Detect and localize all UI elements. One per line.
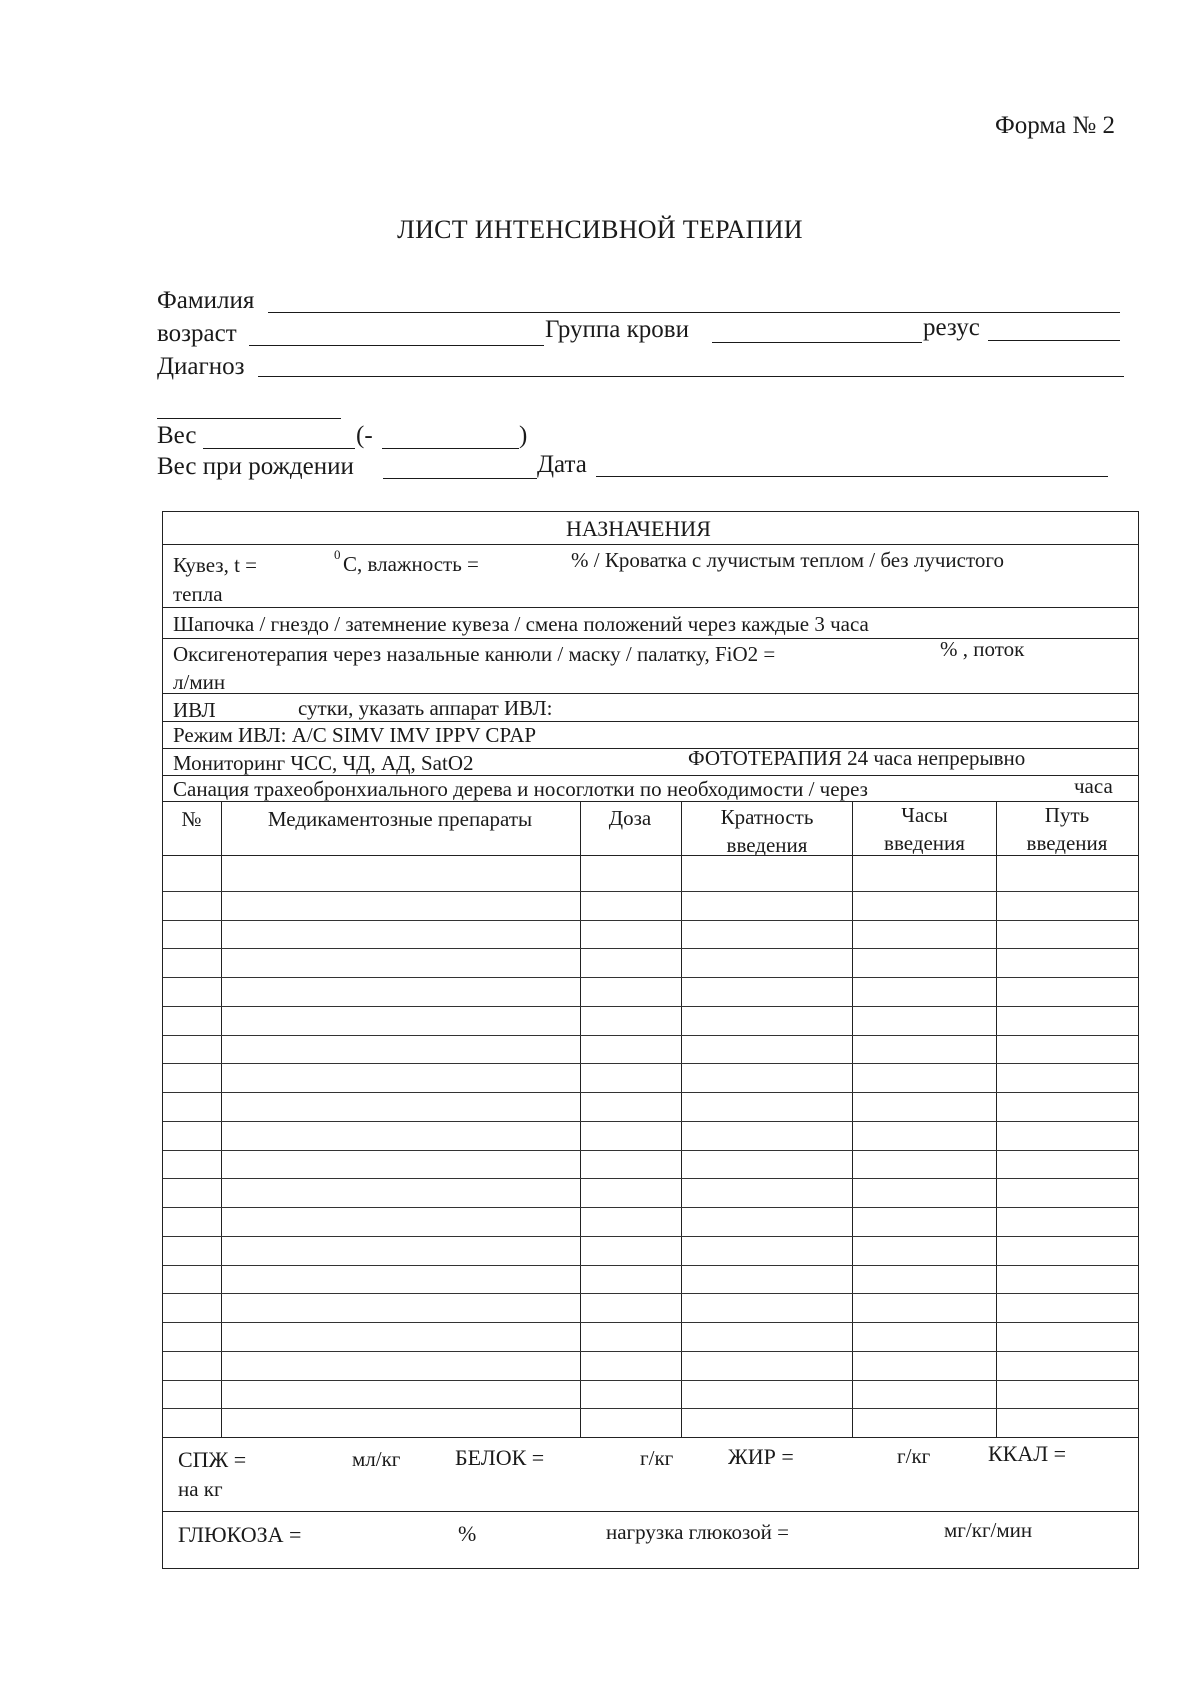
table-divider <box>163 775 1138 776</box>
sanation-line: Санация трахеобронхиального дерева и носоглотки по необходимости / через <box>173 777 868 801</box>
medication-row[interactable] <box>163 1063 1138 1093</box>
column-header-route-line1: Путь <box>1044 803 1090 827</box>
weight-paren-close: ) <box>519 422 528 449</box>
cap-nest-line: Шапочка / гнездо / затемнение кувеза / смена положений через каждые 3 часа <box>173 612 869 636</box>
spzh-unit: мл/кг <box>352 1447 401 1471</box>
medication-row[interactable] <box>163 948 1138 978</box>
form-number: Форма № 2 <box>995 112 1115 139</box>
degree-superscript: 0 <box>334 547 341 562</box>
rhesus-label: резус <box>923 314 980 341</box>
page-title: ЛИСТ ИНТЕНСИВНОЙ ТЕРАПИИ <box>397 215 803 244</box>
date-field[interactable] <box>596 476 1108 477</box>
column-header-route-line2: введения <box>1026 831 1108 855</box>
medication-row[interactable] <box>163 1408 1138 1438</box>
medication-row[interactable] <box>163 920 1138 950</box>
table-divider <box>163 721 1138 722</box>
table-divider <box>163 544 1138 545</box>
column-header-hours-line1: Часы <box>901 803 948 827</box>
medication-row[interactable] <box>163 891 1138 921</box>
glucose-load-label: нагрузка глюкозой = <box>606 1520 790 1544</box>
diagnosis-label: Диагноз <box>157 353 245 380</box>
oxygen-flow-unit: л/мин <box>173 670 226 694</box>
oxygen-flow-label: % , поток <box>940 637 1025 661</box>
medication-row[interactable] <box>163 1121 1138 1151</box>
prescriptions-heading: НАЗНАЧЕНИЯ <box>566 516 711 541</box>
table-divider <box>163 693 1138 694</box>
spzh-label: СПЖ = <box>178 1447 247 1472</box>
medication-row[interactable] <box>163 1092 1138 1122</box>
sanation-hours-label: часа <box>1074 774 1113 798</box>
medication-row[interactable] <box>163 1293 1138 1323</box>
glucose-percent: % <box>458 1521 477 1546</box>
medication-row[interactable] <box>163 1380 1138 1410</box>
weight-paren-open: (- <box>356 422 373 449</box>
medication-row[interactable] <box>163 862 1138 891</box>
medication-row[interactable] <box>163 1351 1138 1381</box>
medication-row[interactable] <box>163 1035 1138 1065</box>
fat-label: ЖИР = <box>728 1444 794 1469</box>
protein-label: БЕЛОК = <box>455 1445 545 1470</box>
monitoring-line: Мониторинг ЧСС, ЧД, АД, SatO2 <box>173 751 474 775</box>
oxygen-therapy-label: Оксигенотерапия через назальные канюли / маску / палатку, FiO2 = <box>173 642 776 666</box>
ventilation-mode-line: Режим ИВЛ: А/С SIMV IMV IPPV CPAP <box>173 723 537 747</box>
glucose-load-unit: мг/кг/мин <box>944 1518 1033 1542</box>
table-divider <box>163 607 1138 608</box>
rhesus-field[interactable] <box>988 340 1120 341</box>
medication-row[interactable] <box>163 1207 1138 1237</box>
column-header-dose: Доза <box>608 806 652 830</box>
age-label: возраст <box>157 320 237 347</box>
blood-group-label: Группа крови <box>545 316 689 343</box>
surname-field[interactable] <box>268 312 1120 313</box>
column-header-frequency-line1: Кратность <box>720 805 814 829</box>
ventilation-days-label: сутки, указать аппарат ИВЛ: <box>298 696 553 720</box>
humidity-label: С, влажность = <box>343 552 479 576</box>
radiant-warmer-continuation: тепла <box>173 582 223 606</box>
blood-group-field[interactable] <box>712 342 922 343</box>
birth-weight-field[interactable] <box>383 478 537 479</box>
ventilation-label: ИВЛ <box>173 698 216 722</box>
incubator-label: Кувез, t = <box>173 553 258 577</box>
date-label: Дата <box>537 451 587 478</box>
fat-unit: г/кг <box>897 1444 931 1468</box>
medication-row[interactable] <box>163 1178 1138 1208</box>
diagnosis-field[interactable] <box>258 376 1124 377</box>
medication-row[interactable] <box>163 1236 1138 1266</box>
per-kg-label: на кг <box>178 1477 223 1501</box>
column-header-drugs: Медикаментозные препараты <box>267 807 533 831</box>
weight-field[interactable] <box>203 448 355 449</box>
medication-row[interactable] <box>163 1006 1138 1036</box>
table-divider <box>163 1511 1138 1512</box>
column-header-frequency <box>682 803 852 859</box>
column-header-hours <box>853 801 996 857</box>
weight-label: Вес <box>157 422 197 449</box>
kcal-label: ККАЛ = <box>988 1441 1067 1466</box>
column-header-route <box>997 801 1137 857</box>
medication-row[interactable] <box>163 977 1138 1007</box>
phototherapy-line: ФОТОТЕРАПИЯ 24 часа непрерывно <box>688 746 1026 770</box>
diagnosis-continuation-field[interactable] <box>157 418 341 419</box>
protein-unit: г/кг <box>640 1446 674 1470</box>
medication-row[interactable] <box>163 1322 1138 1352</box>
weight-diff-field[interactable] <box>382 448 519 449</box>
medication-row[interactable] <box>163 1265 1138 1295</box>
age-field[interactable] <box>249 345 544 346</box>
birth-weight-label: Вес при рождении <box>157 453 354 480</box>
glucose-label: ГЛЮКОЗА = <box>178 1522 302 1547</box>
radiant-warmer-label: % / Кроватка с лучистым теплом / без лучистого <box>571 548 1004 572</box>
surname-label: Фамилия <box>157 287 255 314</box>
column-header-number: № <box>181 807 202 831</box>
medication-row[interactable] <box>163 1150 1138 1180</box>
table-divider <box>163 855 1138 856</box>
column-header-hours-line2: введения <box>884 831 965 855</box>
column-header-frequency-line2: введения <box>726 833 808 857</box>
